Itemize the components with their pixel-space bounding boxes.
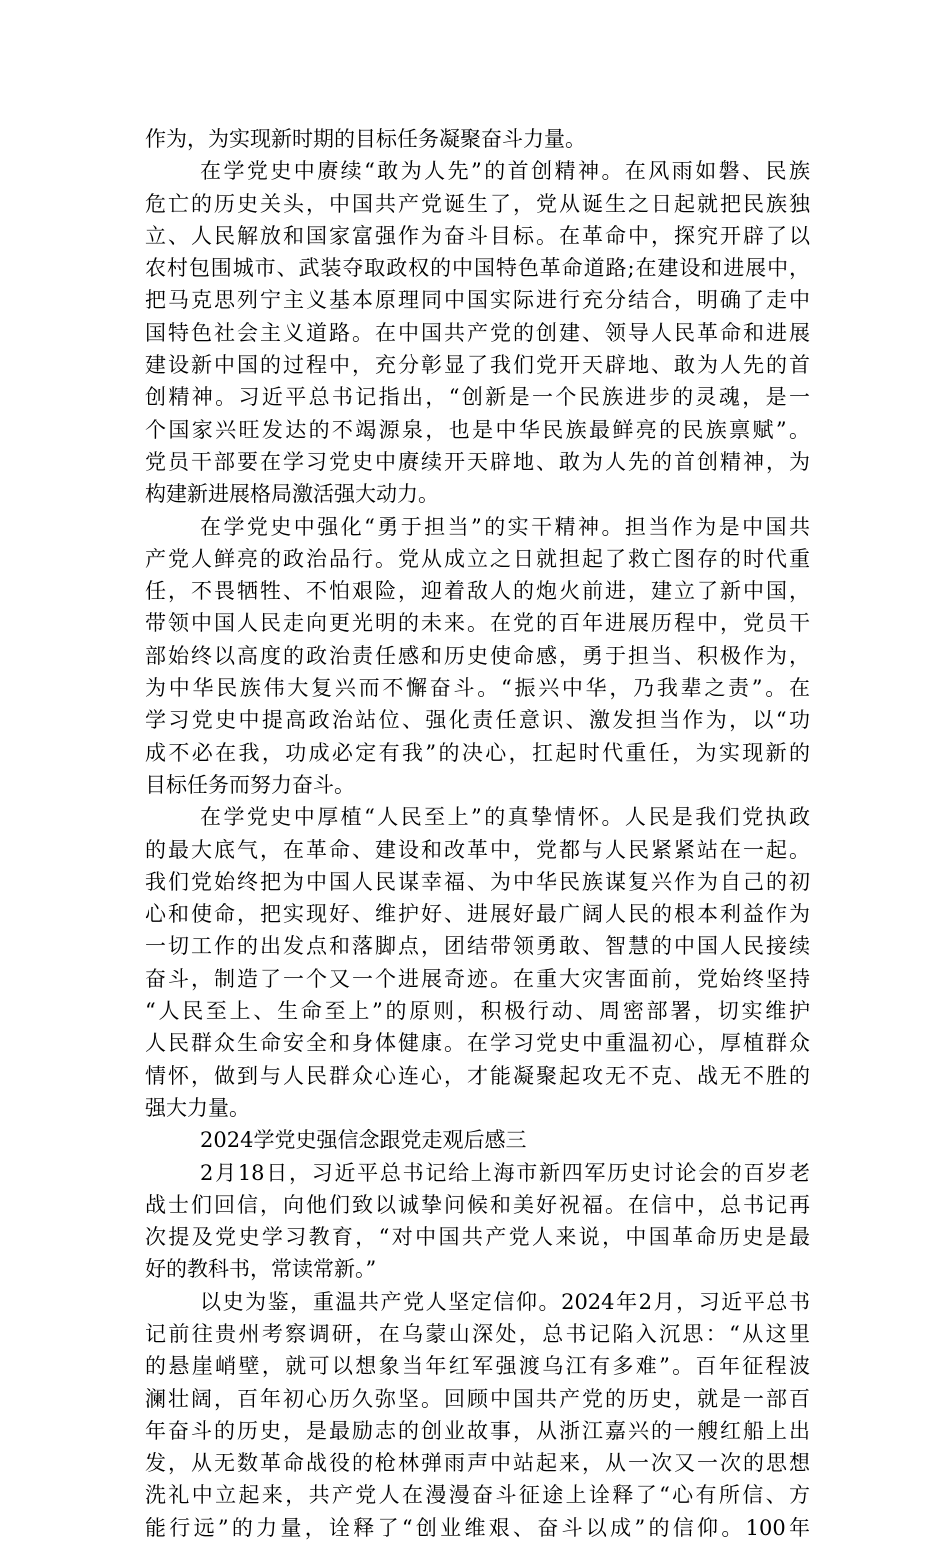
text-line: 人民群众生命安全和身体健康。在学习党史中重温初心，厚植群众	[145, 1031, 810, 1056]
text-line: 奋斗，制造了一个又一个进展奇迹。在重大灾害面前，党始终坚持	[145, 966, 810, 991]
text-line: 能行远”的力量，诠释了“创业维艰、奋斗以成”的信仰。100年	[145, 1515, 810, 1540]
text-line: 任，不畏牺牲、不怕艰险，迎着敌人的炮火前进，建立了新中国，	[145, 579, 810, 604]
text-line: 强大力量。	[145, 1095, 250, 1120]
text-line: 党员干部要在学习党史中赓续开天辟地、敢为人先的首创精神，为	[145, 449, 810, 474]
text-line: 危亡的历史关头，中国共产党诞生了，党从诞生之日起就把民族独	[145, 191, 810, 216]
text-line: 情怀，做到与人民群众心连心，才能凝聚起攻无不克、战无不胜的	[145, 1063, 810, 1088]
text-line: 构建新进展格局激活强大动力。	[145, 482, 439, 507]
text-line: 在学党史中赓续“敢为人先”的首创精神。在风雨如磐、民族	[200, 159, 810, 184]
text-line: 心和使命，把实现好、维护好、进展好最广阔人民的根本利益作为	[145, 902, 810, 927]
text-line: 战士们回信，向他们致以诚挚问候和美好祝福。在信中，总书记再	[145, 1192, 810, 1217]
text-line: 目标任务而努力奋斗。	[145, 772, 355, 797]
text-line: 年奋斗的历史，是最励志的创业故事，从浙江嘉兴的一艘红船上出	[145, 1418, 810, 1443]
text-line: 部始终以高度的政治责任感和历史使命感，勇于担当、积极作为，	[145, 643, 810, 668]
text-line: 作为，为实现新时期的目标任务凝聚奋斗力量。	[145, 127, 586, 151]
text-line: 把马克思列宁主义基本原理同中国实际进行充分结合，明确了走中	[145, 288, 810, 313]
text-line: 学习党史中提高政治站位、强化责任意识、激发担当作为，以“功	[145, 708, 810, 733]
text-line: 次提及党史学习教育，“对中国共产党人来说，中国革命历史是最	[145, 1225, 810, 1250]
text-line: 我们党始终把为中国人民谋幸福、为中华民族谋复兴作为自己的初	[145, 869, 810, 894]
text-line: “人民至上、生命至上”的原则，积极行动、周密部署，切实维护	[145, 999, 810, 1024]
text-line: 产党人鲜亮的政治品行。党从成立之日就担起了救亡图存的时代重	[145, 546, 810, 571]
text-line: 好的教科书，常读常新。”	[145, 1257, 377, 1282]
text-line: 国特色社会主义道路。在中国共产党的创建、领导人民革命和进展	[145, 320, 810, 345]
text-line: 一切工作的出发点和落脚点，团结带领勇敢、智慧的中国人民接续	[145, 934, 810, 959]
text-line: 以史为鉴，重温共产党人坚定信仰。2024年2月，习近平总书	[200, 1289, 810, 1314]
text-line: 洗礼中立起来，共产党人在漫漫奋斗征途上诠释了“心有所信、方	[145, 1483, 810, 1508]
text-line: 的悬崖峭壁，就可以想象当年红军强渡乌江有多难”。百年征程波	[145, 1354, 810, 1379]
text-line: 带领中国人民走向更光明的未来。在党的百年进展历程中，党员干	[145, 611, 810, 636]
text-line: 在学党史中厚植“人民至上”的真挚情怀。人民是我们党执政	[200, 805, 810, 830]
document-body	[145, 123, 810, 1544]
text-line: 记前往贵州考察调研，在乌蒙山深处，总书记陷入沉思：“从这里	[145, 1321, 810, 1346]
text-line: 2024学党史强信念跟党走观后感三	[200, 1128, 527, 1153]
text-line: 在学党史中强化“勇于担当”的实干精神。担当作为是中国共	[200, 514, 810, 539]
text-line: 发，从无数革命战役的枪林弹雨声中站起来，从一次又一次的思想	[145, 1451, 810, 1476]
text-line: 建设新中国的过程中，充分彰显了我们党开天辟地、敢为人先的首	[145, 353, 810, 378]
text-line: 澜壮阔，百年初心历久弥坚。回顾中国共产党的历史，就是一部百	[145, 1386, 810, 1411]
text-line: 个国家兴旺发达的不竭源泉，也是中华民族最鲜亮的民族禀赋”。	[145, 417, 810, 442]
text-line: 创精神。习近平总书记指出，“创新是一个民族进步的灵魂，是一	[145, 385, 810, 410]
text-line: 立、人民解放和国家富强作为奋斗目标。在革命中，探究开辟了以	[145, 223, 810, 248]
text-line: 的最大底气，在革命、建设和改革中，党都与人民紧紧站在一起。	[145, 837, 810, 862]
text-line: 为中华民族伟大复兴而不懈奋斗。“振兴中华，乃我辈之责”。在	[145, 676, 810, 701]
text-line: 农村包围城市、武装夺取政权的中国特色革命道路;在建设和进展中，	[145, 256, 810, 281]
text-line: 成不必在我，功成必定有我”的决心，扛起时代重任，为实现新的	[145, 740, 810, 765]
text-line: 2月18日，习近平总书记给上海市新四军历史讨论会的百岁老	[200, 1160, 810, 1185]
